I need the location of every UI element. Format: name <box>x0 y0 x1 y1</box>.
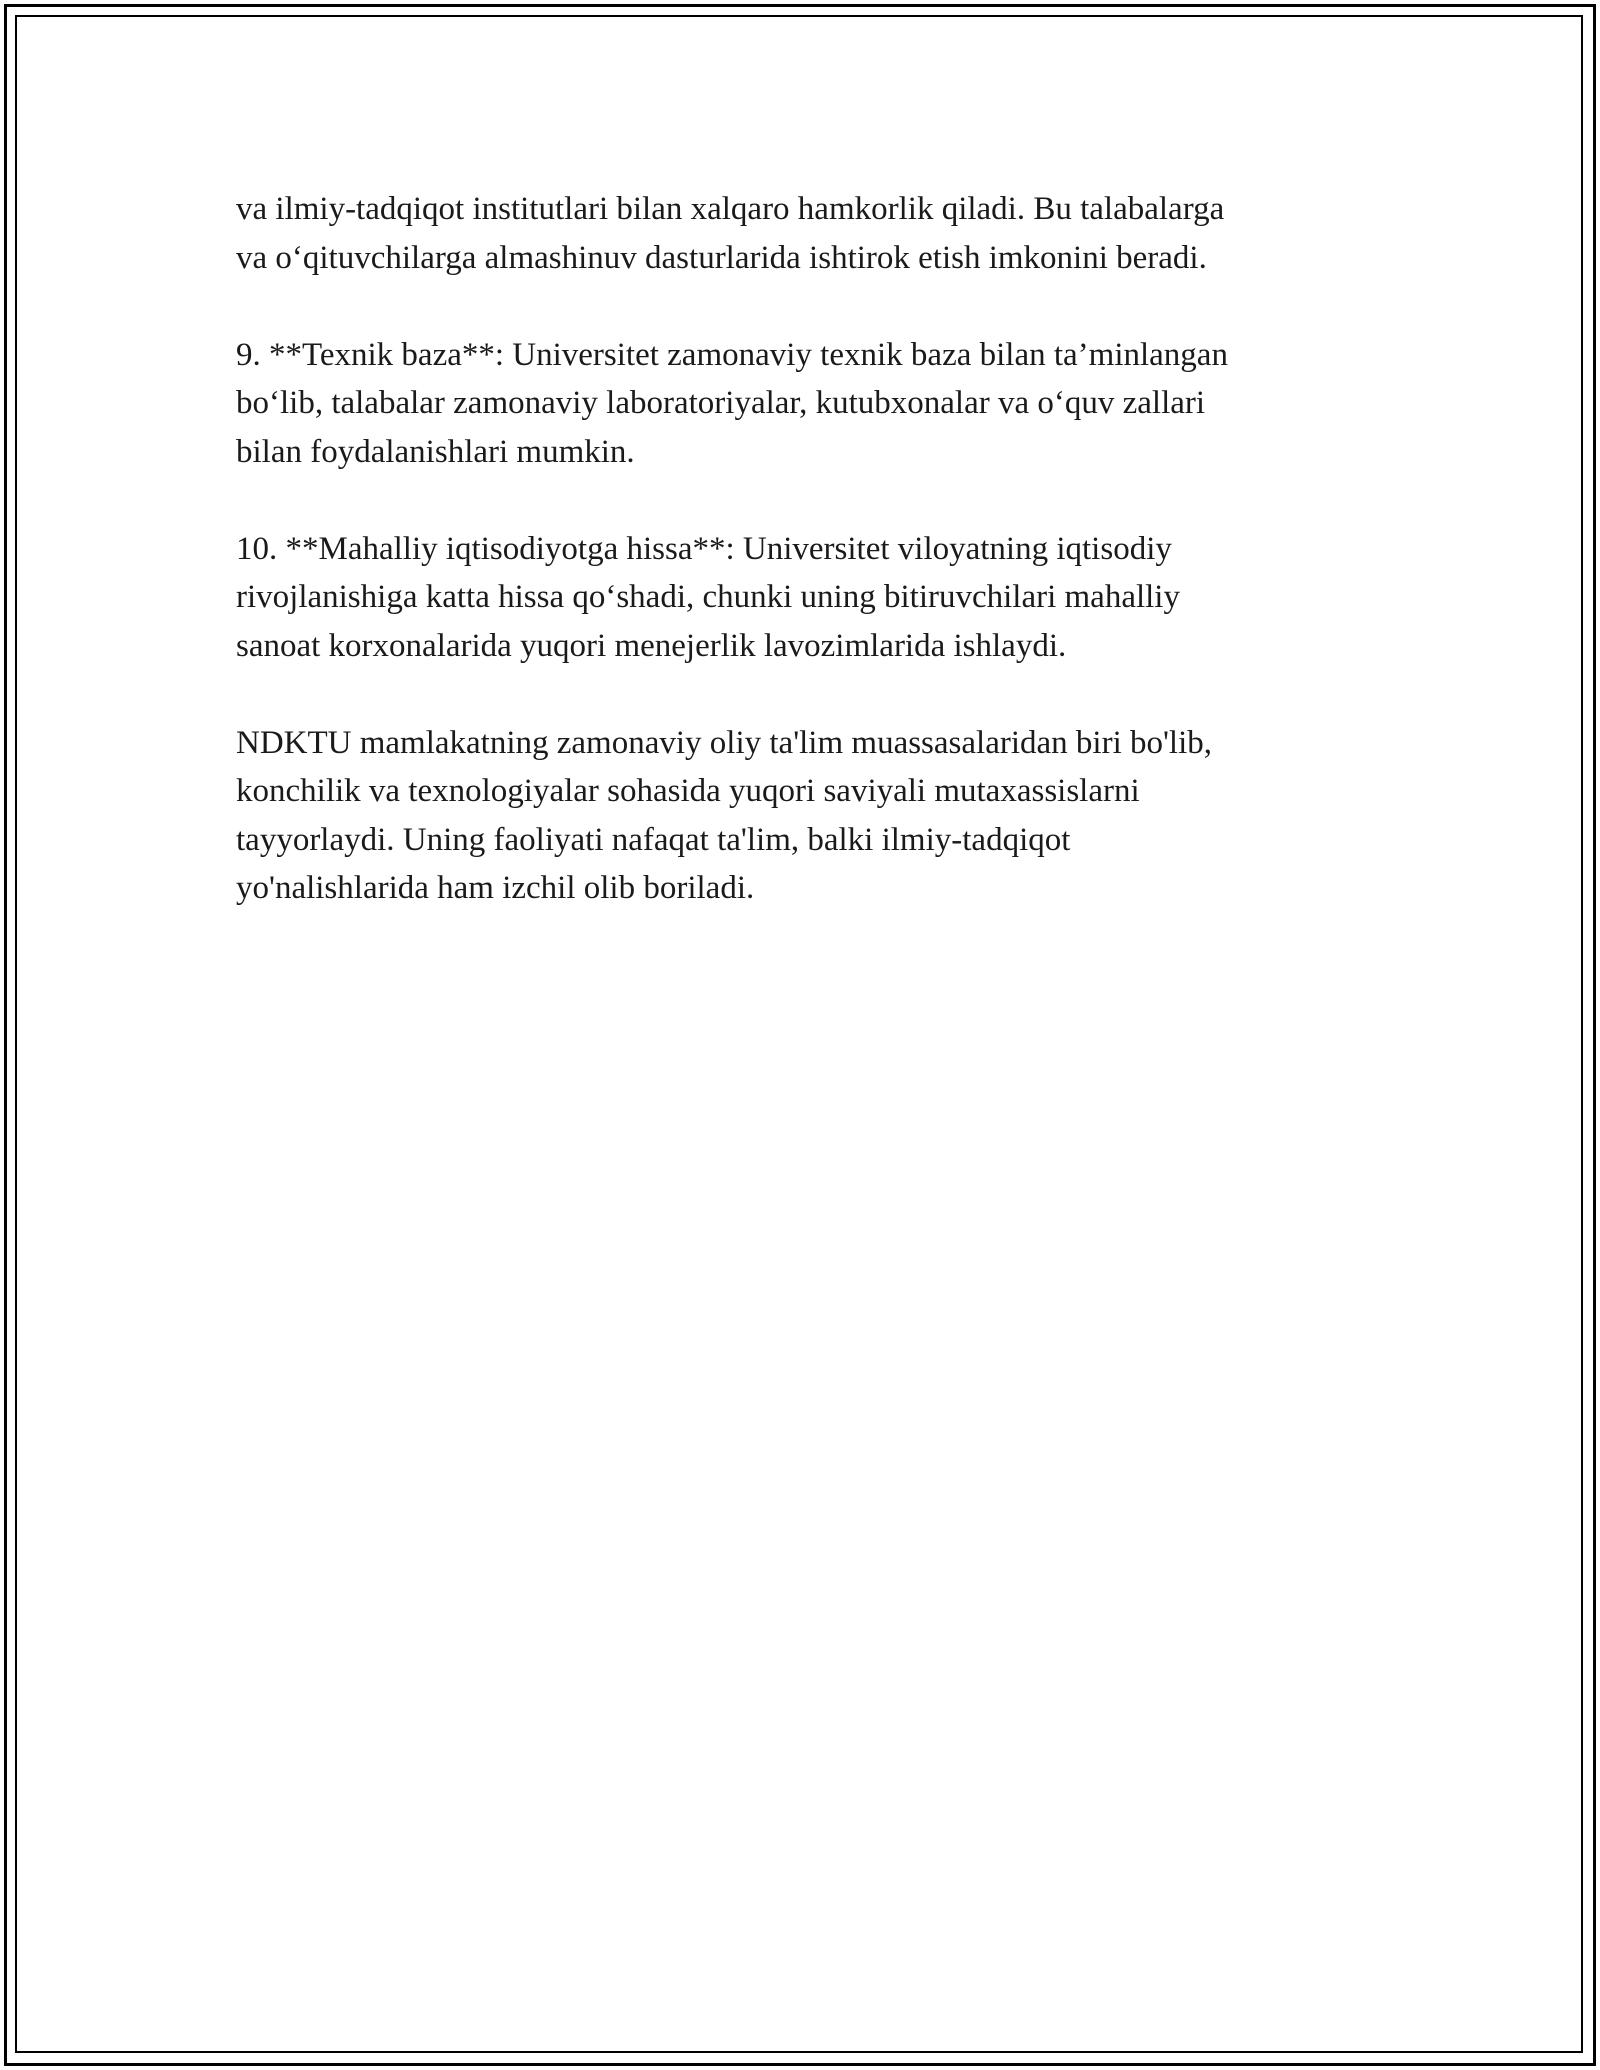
text-line: bo‘lib, talabalar zamonaviy laboratoriyalar, kutubxonalar va o‘quv zallari <box>236 385 1206 421</box>
paragraph-technical-base <box>236 331 1396 477</box>
text-line: rivojlanishiga katta hissa qo‘shadi, chunki uning bitiruvchilari mahalliy <box>236 579 1180 615</box>
text-line: sanoat korxonalarida yuqori menejerlik lavozimlarida ishlaydi. <box>236 627 1067 664</box>
paragraph-international-cooperation <box>236 185 1396 282</box>
text-line: bilan foydalanishlari mumkin. <box>236 433 635 470</box>
paragraph-conclusion <box>236 719 1396 913</box>
text-line: tayyorlaydi. Uning faoliyati nafaqat ta'lim, balki ilmiy-tadqiqot <box>236 821 1071 858</box>
text-line: yo'nalishlarida ham izchil olib boriladi. <box>236 870 755 906</box>
text-line: va o‘qituvchilarga almashinuv dasturlarida ishtirok etish imkonini beradi. <box>236 239 1207 276</box>
text-line: konchilik va texnologiyalar sohasida yuqori saviyali mutaxassislarni <box>236 773 1140 809</box>
document-body <box>236 185 1396 961</box>
paragraph-local-economy <box>236 525 1396 671</box>
text-line: 9. **Texnik baza**: Universitet zamonaviy texnik baza bilan ta’minlangan <box>236 336 1228 373</box>
text-line: va ilmiy-tadqiqot institutlari bilan xalqaro hamkorlik qiladi. Bu talabalarga <box>236 191 1225 227</box>
text-line: 10. **Mahalliy iqtisodiyotga hissa**: Universitet viloyatning iqtisodiy <box>236 530 1172 567</box>
text-line: NDKTU mamlakatning zamonaviy oliy ta'lim muassasalaridan biri bo'lib, <box>236 724 1213 761</box>
